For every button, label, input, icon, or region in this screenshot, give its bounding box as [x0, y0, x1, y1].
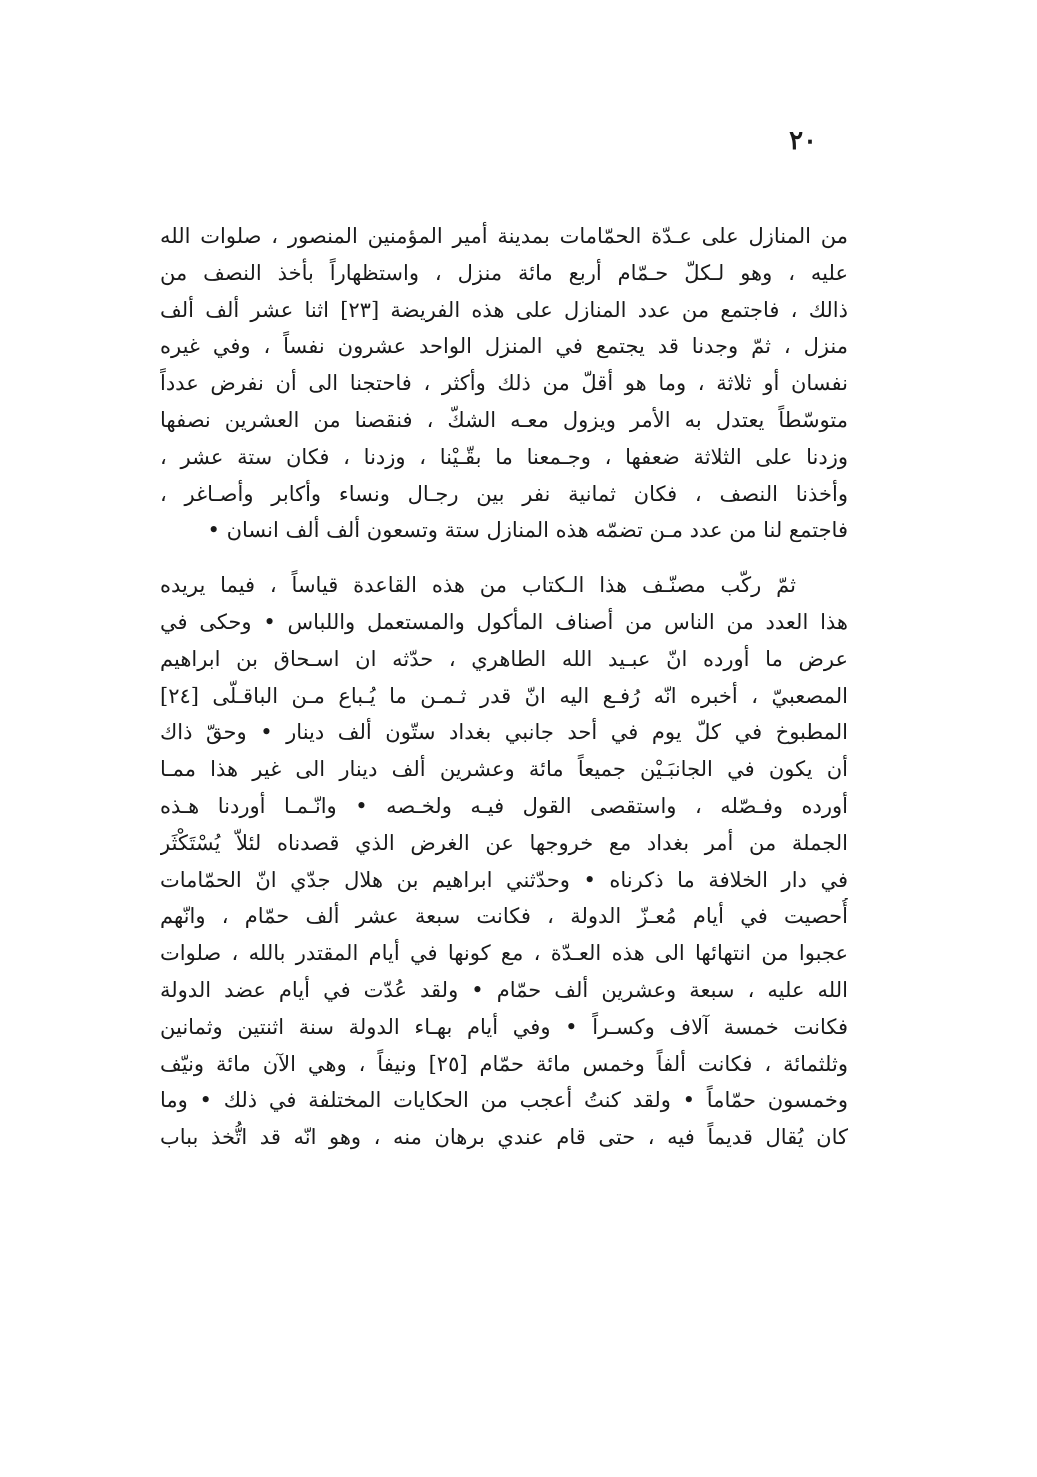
text-line: الجملة من أمر بغداد مع خروجها عن الغرض الذي قصدناه لئلاّ يُسْتَكْثَر [160, 830, 848, 855]
body-text [160, 218, 848, 1156]
text-line: وأخذنا النصف ، فكان ثمانية نفر بين رجـال ونساء وأكابر وأصـاغر ، [160, 481, 848, 506]
text-line: الله عليه ، سبعة وعشرين ألف حمّام • ولقد عُدّت في أيام عضد الدولة [160, 977, 848, 1002]
text-line: منزل ، ثمّ وجدنا قد يجتمع في المنزل الواحد عشرون نفساً ، وفي غيره [160, 334, 848, 359]
text-line: أُحصيت في أيام مُعـزّ الدولة ، فكانت سبعة عشر ألف حمّام ، وانّهم [160, 904, 848, 929]
text-line: في دار الخلافة ما ذكرناه • وحدّثني ابراهيم بن هلال جدّي انّ الحمّامات [160, 867, 848, 892]
text-line: وخمسون حمّاماً • ولقد كنتُ أعجب من الحكايات المختلفة في ذلك • وما [160, 1088, 848, 1113]
text-line: عليه ، وهو لـكلّ حـمّام أربع مائة منزل ، واستظهاراً بأخذ النصف من [160, 260, 848, 285]
text-line: فكانت خمسة آلاف وكسـراً • وفي أيام بهـاء الدولة سنة اثنتين وثمانين [160, 1014, 848, 1039]
text-line: أورده وفـصّله ، واستقصى القول فيـه ولخـصه • وانّـمـا أوردنا هـذه [160, 793, 848, 818]
text-line: فاجتمع لنا من عدد مـن تضمّه هذه المنازل ستة وتسعون ألف ألف انسان • [207, 518, 848, 543]
text-line: متوسّطاً يعتدل به الأمر ويزول معـه الشكّ ، فنقصنا من العشرين نصفها [160, 407, 848, 432]
text-line: وثلثمائة ، فكانت ألفاً وخمس مائة حمّام [٢٥] ونيفاً ، وهي الآن مائة ونيّف [160, 1051, 848, 1076]
paragraph-1 [160, 218, 848, 549]
text-line: هذا العدد من الناس من أصناف المأكول والمستعمل واللباس • وحكى في [160, 609, 848, 634]
paragraph-gap [160, 549, 848, 567]
text-line: ذالك ، فاجتمع من عدد المنازل على هذه الفريضة [٢٣] اثنا عشر ألف ألف [160, 297, 848, 322]
text-line: عجبوا من انتهائها الى هذه العـدّة ، مع كونها في أيام المقتدر بالله ، صلوات [160, 941, 848, 966]
text-line: وزدنا على الثلاثة ضعفها ، وجـمعنا ما بقّـيْنا ، وزدنا ، فكان ستة عشر ، [160, 444, 848, 469]
text-line: من المنازل على عـدّة الحمّامات بمدينة أمير المؤمنين المنصور ، صلوات الله [160, 224, 848, 248]
text-line: المصعبيّ ، أخبره انّه رُفـع اليه انّ قدر ثـمـن ما يُـباع مـن الباقـلّى [٢٤] [160, 683, 848, 708]
text-line: كان يُقال قديماً فيه ، حتى قام عندي برهان منه ، وهو انّه قد اتُّخذ بباب [160, 1125, 848, 1150]
paragraph-2 [160, 567, 848, 1156]
text-line: أن يكون في الجانبَـيْن جميعاً مائة وعشرين ألف دينار الى غير هذا ممـا [160, 757, 848, 782]
text-line: المطبوخ في كلّ يوم في أحد جانبي بغداد ستّون ألف دينار • وحقّ ذاك [160, 720, 848, 745]
page-number: ٢٠ [789, 126, 817, 156]
text-line: عرض ما أورده انّ عبـيد الله الطاهري ، حدّثه ان اسـحاق بن ابراهيم [160, 646, 848, 671]
text-line: نفسان أو ثلاثة ، وما هو أقلّ من ذلك وأكثر ، فاحتجنا الى أن نفرض عدداً [160, 371, 848, 396]
text-line: ثمّ ركّب مصنّـف هذا الـكتاب من هذه القاعدة قياساً ، فيما يريده [160, 573, 796, 598]
